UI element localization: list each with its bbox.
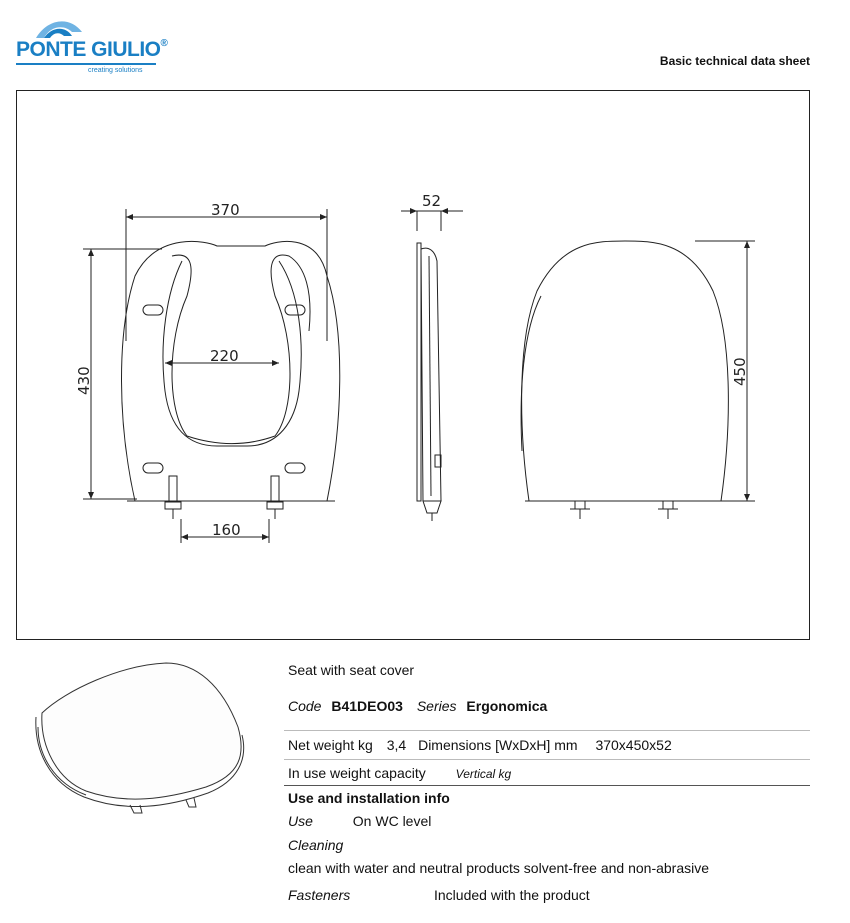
- net-weight-value: 3,4: [386, 737, 407, 753]
- product-description: Seat with seat cover: [288, 662, 415, 678]
- use-label: Use: [288, 813, 313, 829]
- dim-hinge-spacing: 160: [212, 521, 241, 539]
- weight-dimensions-row: [288, 737, 672, 753]
- dimensions-value: 370x450x52: [595, 737, 672, 753]
- document-title: Basic technical data sheet: [659, 54, 810, 68]
- use-info-heading: Use and installation info: [288, 790, 450, 806]
- code-value: B41DEO03: [331, 698, 403, 714]
- series-value: Ergonomica: [466, 698, 548, 714]
- logo-tagline: creating solutions: [88, 67, 143, 74]
- code-label: Code: [288, 698, 322, 714]
- logo-underline: [16, 63, 156, 65]
- series-label: Series: [416, 698, 457, 714]
- cleaning-label: Cleaning: [288, 837, 344, 853]
- top-view: [521, 241, 728, 519]
- dim-length: 430: [75, 366, 93, 395]
- drawing-svg: [17, 91, 811, 641]
- front-view: [122, 241, 340, 519]
- fasteners-label: Fasteners: [288, 887, 351, 903]
- technical-drawing: [16, 90, 810, 640]
- brand-logo: [14, 14, 168, 78]
- use-value: On WC level: [352, 813, 432, 829]
- capacity-row: [288, 765, 511, 781]
- net-weight-label: Net weight kg: [288, 737, 373, 753]
- product-thumbnail: [26, 655, 256, 820]
- cleaning-value: clean with water and neutral products solvent-free and non-abrasive: [288, 860, 710, 876]
- dimensions-label: Dimensions [WxDxH] mm: [418, 737, 578, 753]
- use-row: [288, 813, 431, 829]
- code-series-row: [288, 698, 547, 714]
- logo-wordmark: PONTE GIULIO®: [16, 38, 168, 61]
- dim-width: 370: [211, 201, 240, 219]
- fasteners-value: Included with the product: [434, 887, 590, 903]
- divider: [284, 730, 810, 731]
- seat-perspective-icon: [26, 655, 256, 820]
- side-view: [417, 243, 441, 521]
- dim-thickness: 52: [422, 192, 442, 210]
- capacity-label: In use weight capacity: [288, 765, 426, 781]
- dim-height: 450: [731, 357, 749, 386]
- capacity-value: Vertical kg: [455, 767, 512, 781]
- divider: [284, 759, 810, 760]
- divider: [284, 785, 810, 786]
- dim-inner-width: 220: [210, 347, 239, 365]
- fasteners-row: [288, 887, 590, 903]
